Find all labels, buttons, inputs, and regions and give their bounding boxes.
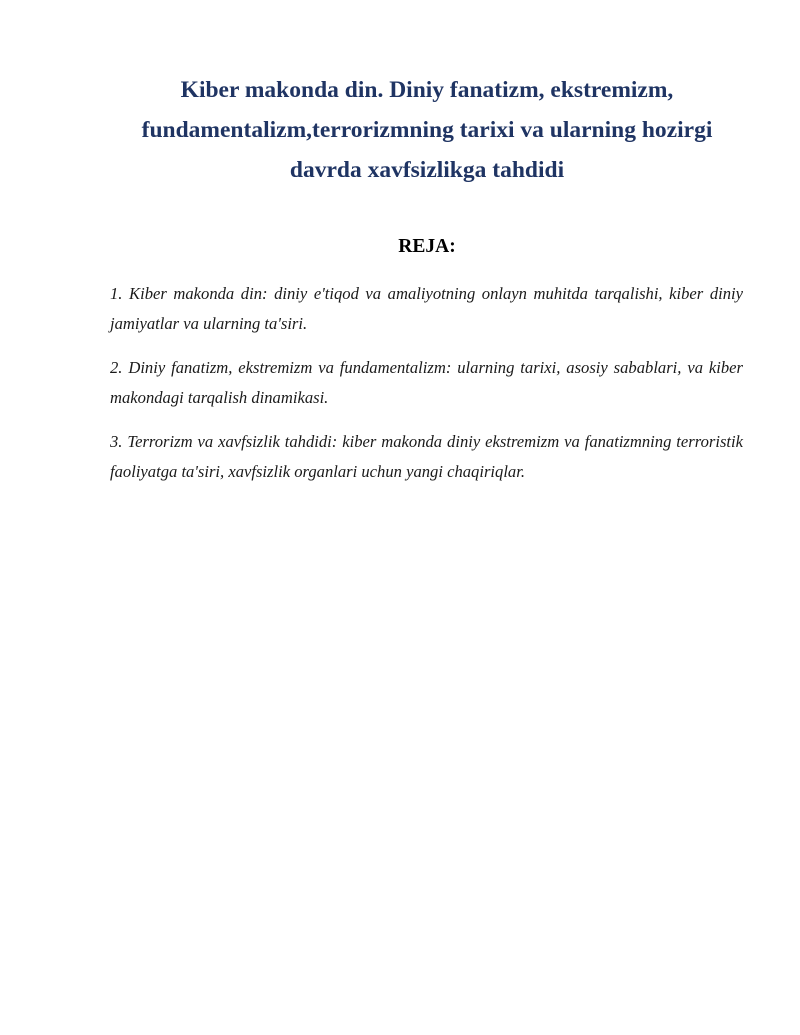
plan-list	[110, 279, 743, 501]
plan-item: 3. Terrorizm va xavfsizlik tahdidi: kiber makonda diniy ekstremizm va fanatizmning terroristik faoliyatga ta'siri, xavfsizlik organlari uchun yangi chaqiriqlar.	[110, 432, 743, 481]
title-line: fundamentalizm,terrorizmning tarixi va ularning hozirgi	[141, 117, 713, 143]
title-line: davrda xavfsizlikga tahdidi	[289, 157, 565, 183]
title-line: Kiber makonda din. Diniy fanatizm, ekstremizm,	[180, 77, 674, 103]
plan-item: 1. Kiber makonda din: diniy e'tiqod va amaliyotning onlayn muhitda tarqalishi, kiber diniy jamiyatlar va ularning ta'siri.	[110, 284, 743, 333]
plan-item: 2. Diniy fanatizm, ekstremizm va fundamentalizm: ularning tarixi, asosiy sabablari, va kiber makondagi tarqalish dinamikasi.	[110, 358, 743, 407]
plan-heading: REJA:	[398, 236, 456, 257]
document-title	[110, 70, 744, 190]
